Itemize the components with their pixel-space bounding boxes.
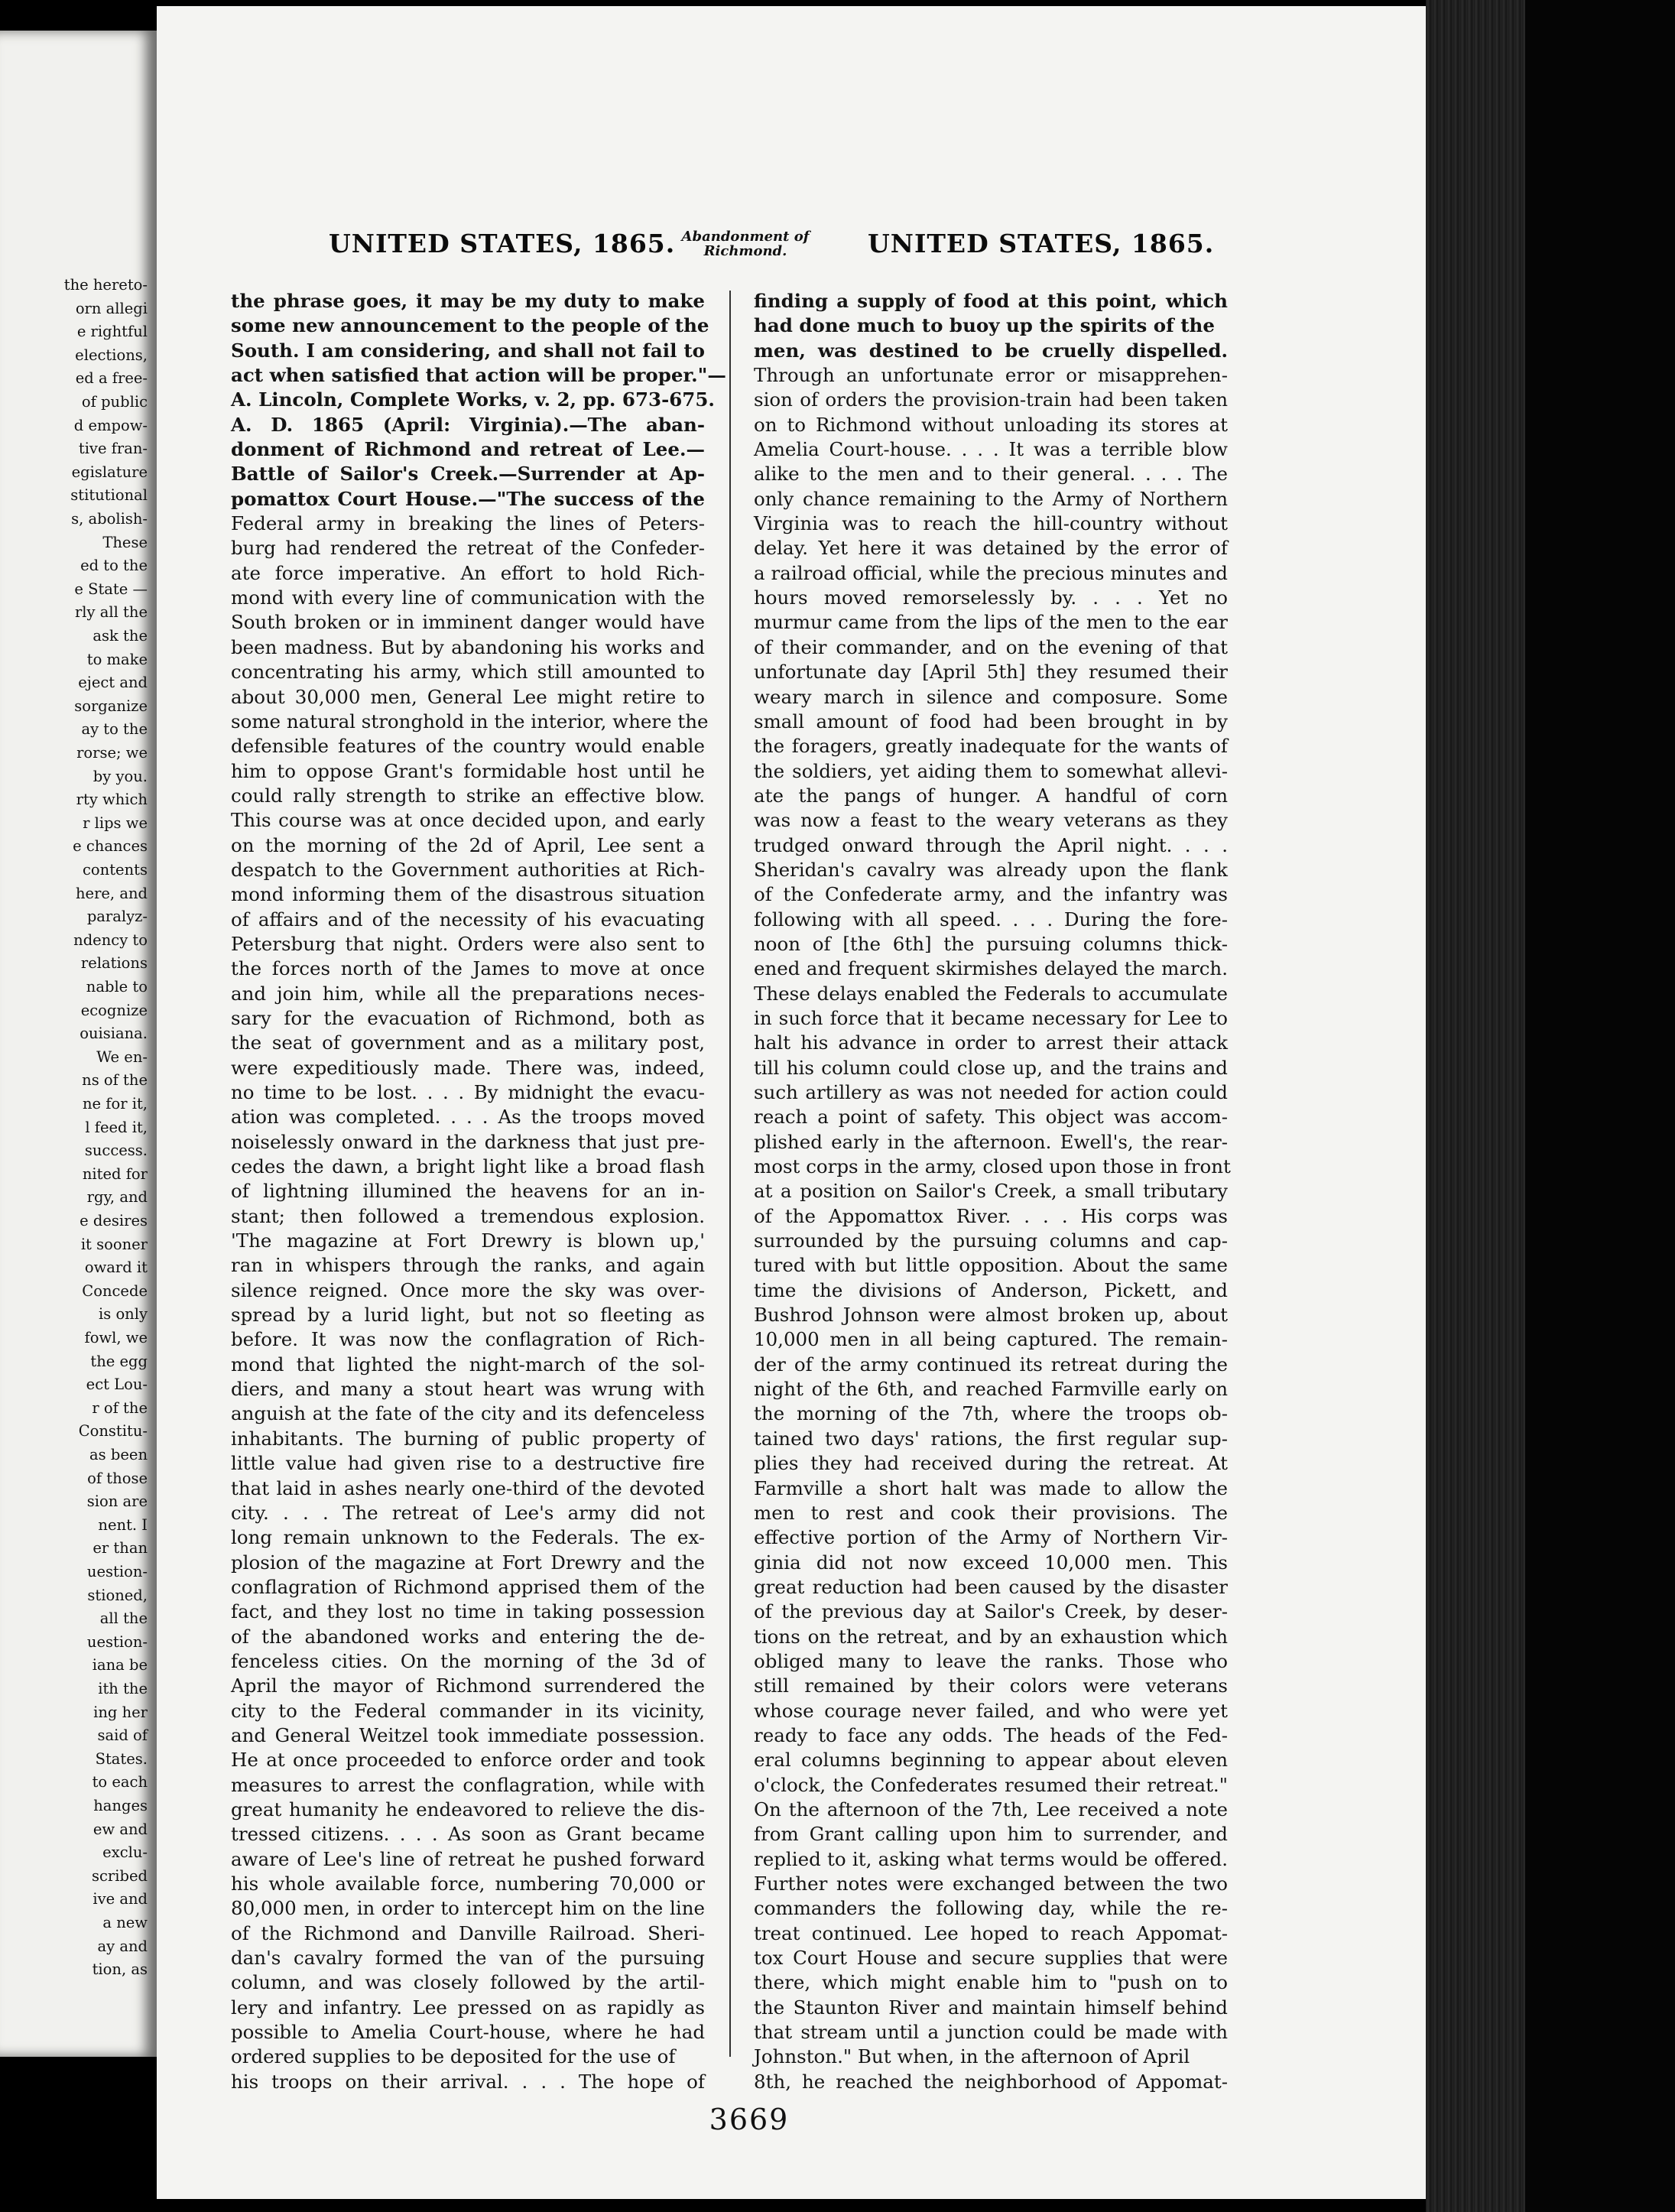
text-line: ened and frequent skirmishes delayed the march. bbox=[754, 957, 1228, 980]
facing-page-text-fragment: ect Lou- bbox=[86, 1376, 148, 1394]
text-line: there, which might enable him to "push on to bbox=[754, 1971, 1228, 1994]
text-line: conflagration of Richmond apprised them of the bbox=[231, 1575, 705, 1598]
text-line: effective portion of the Army of Northern Vir- bbox=[754, 1526, 1228, 1549]
text-line: Farmville a short halt was made to allow the bbox=[754, 1476, 1228, 1499]
text-line: city. . . . The retreat of Lee's army did not bbox=[231, 1501, 705, 1524]
text-line: alike to the men and to their general. . . . The bbox=[754, 463, 1228, 486]
facing-page-text-fragment: ay and bbox=[97, 1937, 148, 1955]
text-line: finding a supply of food at this point, which bbox=[754, 290, 1228, 312]
text-line: that stream until a junction could be made with bbox=[754, 2021, 1228, 2044]
text-line: eral columns beginning to appear about eleven bbox=[754, 1749, 1228, 1772]
text-line: Johnston." But when, in the afternoon of April bbox=[754, 2045, 1190, 2068]
text-line: him to oppose Grant's formidable host until he bbox=[231, 759, 705, 782]
text-line: tox Court House and secure supplies that were bbox=[754, 1947, 1228, 1970]
facing-page-text-fragment: said of bbox=[97, 1726, 148, 1745]
text-line: ordered supplies to be deposited for the use of bbox=[231, 2045, 676, 2068]
text-column-right bbox=[754, 289, 1231, 2094]
text-line: pomattox Court House.—"The success of the bbox=[231, 487, 705, 510]
text-line: the phrase goes, it may be my duty to make bbox=[231, 290, 705, 312]
facing-page-text-fragment: uestion- bbox=[86, 1563, 148, 1580]
facing-page-text-fragment: d empow- bbox=[73, 416, 148, 434]
facing-page-text-fragment: the hereto- bbox=[63, 276, 148, 294]
text-line: some new announcement to the people of the bbox=[231, 314, 709, 337]
facing-page-text-fragment: paralyz- bbox=[86, 908, 148, 926]
text-line: no time to be lost. . . . By midnight the evacu- bbox=[231, 1081, 705, 1103]
text-column-left bbox=[231, 289, 726, 2094]
text-line: of their commander, and on the evening of that bbox=[754, 635, 1228, 658]
facing-page-text-fragment: ouisiana. bbox=[80, 1025, 148, 1043]
running-head-topic bbox=[661, 229, 829, 258]
text-line: plies they had received during the retreat. At bbox=[754, 1452, 1228, 1475]
text-line: were expeditiously made. There was, indeed, bbox=[231, 1056, 705, 1079]
text-line: fact, and they lost no time in taking possession bbox=[231, 1600, 705, 1623]
text-line: Battle of Sailor's Creek.—Surrender at Ap- bbox=[231, 463, 705, 486]
facing-page-text-fragment: exclu- bbox=[102, 1843, 148, 1862]
text-line: fenceless cities. On the morning of the 3d of bbox=[231, 1649, 705, 1672]
text-line: of the Richmond and Danville Railroad. Sheri- bbox=[231, 1921, 705, 1944]
text-line: at a position on Sailor's Creek, a small tributary bbox=[754, 1180, 1228, 1203]
text-line: 'The magazine at Fort Drewry is blown up,' bbox=[231, 1229, 705, 1252]
column-divider bbox=[729, 291, 731, 2057]
text-line: April the mayor of Richmond surrendered the bbox=[231, 1674, 705, 1697]
facing-page-text-fragment: fowl, we bbox=[84, 1329, 148, 1346]
text-line: of the Appomattox River. . . . His corps was bbox=[754, 1204, 1228, 1227]
text-line: on the morning of the 2d of April, Lee sent a bbox=[231, 833, 705, 856]
text-line: diers, and many a stout heart was wrung with bbox=[231, 1378, 705, 1401]
text-line: cedes the dawn, a bright light like a broad flash bbox=[231, 1155, 705, 1178]
text-line: most corps in the army, closed upon those in front bbox=[754, 1155, 1231, 1178]
text-line: hours moved remorselessly by. . . . Yet no bbox=[754, 586, 1228, 609]
facing-page-text-fragment: Concede bbox=[82, 1281, 148, 1300]
text-line: was now a feast to the weary veterans as they bbox=[754, 809, 1228, 832]
text-line: of the abandoned works and entering the de- bbox=[231, 1625, 705, 1648]
text-line: Petersburg that night. Orders were also sent to bbox=[231, 932, 705, 955]
text-line: ready to face any odds. The heads of the Fed- bbox=[754, 1723, 1228, 1746]
facing-page-text-fragment: ndency to bbox=[73, 931, 148, 949]
facing-page-text-fragment: States. bbox=[95, 1749, 148, 1768]
text-line: defensible features of the country would enable bbox=[231, 735, 705, 758]
facing-page-text-fragment: contents bbox=[83, 861, 148, 879]
text-line: donment of Richmond and retreat of Lee.— bbox=[231, 438, 705, 461]
page-number: 3669 bbox=[709, 2103, 790, 2136]
facing-page-text-fragment: ew and bbox=[93, 1820, 148, 1838]
text-line: On the afternoon of the 7th, Lee received a note bbox=[754, 1798, 1228, 1821]
facing-page-text-fragment: of those bbox=[87, 1469, 148, 1487]
text-line: the forces north of the James to move at once bbox=[231, 957, 705, 980]
facing-page-text-fragment: rgy, and bbox=[86, 1188, 148, 1207]
facing-page-text-fragment: e desires bbox=[80, 1212, 148, 1229]
left-facing-page bbox=[0, 31, 157, 2057]
text-line: South. I am considering, and shall not fail to bbox=[231, 339, 705, 362]
facing-page-text-fragment: nable to bbox=[86, 978, 148, 996]
text-line: sion of orders the provision-train had been taken bbox=[754, 388, 1228, 411]
text-line: South broken or in imminent danger would have bbox=[231, 611, 705, 634]
text-line: tained two days' rations, the first regular sup- bbox=[754, 1427, 1228, 1450]
facing-page-text-fragment: uestion- bbox=[86, 1632, 148, 1651]
facing-page-text-fragment: ask the bbox=[93, 627, 148, 645]
text-line: burg had rendered the retreat of the Confeder- bbox=[231, 537, 705, 560]
text-line: on to Richmond without unloading its stores at bbox=[754, 413, 1228, 436]
text-line: trudged onward through the April night. . . . bbox=[754, 833, 1228, 856]
text-line: of the previous day at Sailor's Creek, by deser- bbox=[754, 1600, 1228, 1623]
text-line: Virginia was to reach the hill-country without bbox=[754, 512, 1228, 535]
text-line: a railroad official, while the precious minutes and bbox=[754, 561, 1228, 584]
facing-page-text-fragment: scribed bbox=[92, 1866, 148, 1885]
text-line: noiselessly onward in the darkness that just pre- bbox=[231, 1130, 705, 1153]
text-line: replied to it, asking what terms would be offered. bbox=[754, 1847, 1228, 1870]
topic-line-1: Abandonment of bbox=[681, 229, 810, 245]
text-line: A. Lincoln, Complete Works, v. 2, pp. 673-675. bbox=[231, 388, 715, 411]
text-line: in such force that it became necessary for Lee to bbox=[754, 1006, 1228, 1029]
text-line: column, and was closely followed by the artil- bbox=[231, 1971, 705, 1994]
facing-page-text-fragment: to make bbox=[86, 650, 148, 668]
text-line: spread by a lurid light, but not so fleeting as bbox=[231, 1304, 705, 1327]
text-line: commanders the following day, while the re- bbox=[754, 1897, 1228, 1920]
text-line: 80,000 men, in order to intercept him on the line bbox=[231, 1897, 705, 1920]
facing-page-text-fragment: ed a free- bbox=[75, 369, 148, 388]
facing-page-text-fragment: ne for it, bbox=[82, 1095, 148, 1112]
text-line: ate the pangs of hunger. A handful of corn bbox=[754, 784, 1228, 807]
book-page bbox=[157, 6, 1426, 2199]
facing-page-text-fragment: ith the bbox=[98, 1680, 148, 1697]
book-cover bbox=[1525, 0, 1675, 2212]
text-line: halt his advance in order to arrest their attack bbox=[754, 1031, 1228, 1054]
facing-page-text-fragment: sorganize bbox=[74, 697, 148, 715]
facing-page-text-fragment: sion are bbox=[86, 1493, 148, 1511]
text-line: about 30,000 men, General Lee might retire to bbox=[231, 685, 705, 708]
text-line: surrounded by the pursuing columns and cap- bbox=[754, 1229, 1228, 1252]
facing-page-text-fragment: ed to the bbox=[80, 557, 148, 575]
facing-page-text-fragment: here, and bbox=[75, 884, 148, 902]
text-line: the soldiers, yet aiding them to somewhat allevi- bbox=[754, 759, 1228, 782]
text-line: had done much to buoy up the spirits of the bbox=[754, 314, 1215, 337]
facing-page-text-fragment: ns of the bbox=[82, 1071, 148, 1090]
text-line: der of the army continued its retreat during the bbox=[754, 1353, 1228, 1376]
text-line: dan's cavalry formed the van of the pursuing bbox=[231, 1947, 705, 1970]
text-line: mond that lighted the night-march of the sol- bbox=[231, 1353, 705, 1376]
facing-page-text-fragment: We en- bbox=[96, 1048, 148, 1066]
running-head-right: UNITED STATES, 1865. bbox=[868, 229, 1215, 258]
facing-page-text-fragment: as been bbox=[89, 1446, 148, 1463]
text-line: stant; then followed a tremendous explosion. bbox=[231, 1204, 705, 1227]
facing-page-text-fragment: e chances bbox=[73, 837, 148, 856]
text-line: of lightning illumined the heavens for an in- bbox=[231, 1180, 705, 1203]
text-line: till his column could close up, and the trains and bbox=[754, 1056, 1228, 1079]
text-line: 10,000 men in all being captured. The remain- bbox=[754, 1328, 1228, 1351]
facing-page-text-fragment: oward it bbox=[84, 1259, 148, 1277]
text-line: long remain unknown to the Federals. The ex- bbox=[231, 1526, 705, 1549]
text-line: tions on the retreat, and by an exhaustion which bbox=[754, 1625, 1228, 1648]
facing-page-text-fragment: is only bbox=[99, 1305, 148, 1324]
facing-page-text-fragment: relations bbox=[80, 954, 148, 973]
text-line: men, was destined to be cruelly dispelled. bbox=[754, 339, 1228, 362]
text-line: mond informing them of the disastrous situation bbox=[231, 883, 705, 906]
facing-page-text-fragment: Constitu- bbox=[78, 1422, 148, 1441]
text-line: of affairs and of the necessity of his evacuating bbox=[231, 908, 705, 931]
text-line: ate force imperative. An effort to hold Rich- bbox=[231, 561, 705, 584]
text-line: unfortunate day [April 5th] they resumed their bbox=[754, 661, 1228, 684]
text-line: aware of Lee's line of retreat he pushed forward bbox=[231, 1847, 705, 1870]
facing-page-text-fragment: by you. bbox=[93, 767, 148, 785]
text-line: whose courage never failed, and who were yet bbox=[754, 1699, 1228, 1722]
text-line: A. D. 1865 (April: Virginia).—The aban- bbox=[231, 413, 705, 436]
text-line: ran in whispers through the ranks, and again bbox=[231, 1254, 705, 1277]
text-line: o'clock, the Confederates resumed their retreat." bbox=[754, 1773, 1228, 1796]
text-line: tressed citizens. . . . As soon as Grant became bbox=[231, 1823, 705, 1846]
text-line: the foragers, greatly inadequate for the wants of bbox=[754, 735, 1228, 758]
text-line: lery and infantry. Lee pressed on as rapidly as bbox=[231, 1996, 705, 2019]
text-line: measures to arrest the conflagration, while with bbox=[231, 1773, 705, 1796]
text-line: Through an unfortunate error or misapprehen- bbox=[754, 364, 1228, 387]
text-line: These delays enabled the Federals to accumulate bbox=[754, 982, 1228, 1005]
text-line: great reduction had been caused by the disaster bbox=[754, 1575, 1228, 1598]
text-line: reach a point of safety. This object was accom- bbox=[754, 1106, 1228, 1129]
text-line: some natural stronghold in the interior, where the bbox=[231, 710, 709, 732]
facing-page-text-fragment: er than bbox=[93, 1539, 148, 1557]
text-line: weary march in silence and composure. Some bbox=[754, 685, 1228, 708]
facing-page-text-fragment: orn allegi bbox=[75, 299, 148, 317]
topic-line-2: Richmond. bbox=[703, 243, 787, 259]
facing-page-text-fragment: ay to the bbox=[81, 720, 148, 739]
text-line: Federal army in breaking the lines of Peters- bbox=[231, 512, 705, 535]
facing-page-text-fragment: rty which bbox=[76, 791, 148, 809]
text-line: the morning of the 7th, where the troops ob- bbox=[754, 1402, 1228, 1425]
facing-page-text-fragment: rly all the bbox=[74, 603, 148, 622]
facing-page-text-fragment: l feed it, bbox=[85, 1118, 148, 1136]
text-line: Sheridan's cavalry was already upon the flank bbox=[754, 858, 1228, 881]
facing-page-text-fragment: r of the bbox=[92, 1398, 148, 1417]
text-line: time the divisions of Anderson, Pickett, and bbox=[754, 1278, 1228, 1301]
text-line: his troops on their arrival. . . . The hope of bbox=[231, 2070, 705, 2093]
text-line: following with all speed. . . . During the fore- bbox=[754, 908, 1228, 931]
text-line: anguish at the fate of the city and its defenceless bbox=[231, 1402, 705, 1425]
text-line: of the Confederate army, and the infantry was bbox=[754, 883, 1228, 906]
text-line: and join him, while all the preparations neces- bbox=[231, 982, 705, 1005]
facing-page-text-fragment: rorse; we bbox=[76, 744, 148, 762]
text-line: mond with every line of communication with the bbox=[231, 586, 705, 609]
text-line: despatch to the Government authorities at Rich- bbox=[231, 858, 705, 881]
running-head-left: UNITED STATES, 1865. bbox=[329, 229, 676, 258]
text-line: plosion of the magazine at Fort Drewry and the bbox=[231, 1551, 705, 1574]
facing-page-text-fragment: to each bbox=[92, 1773, 148, 1791]
facing-page-text-fragment: egislature bbox=[71, 463, 148, 481]
text-line: sary for the evacuation of Richmond, both as bbox=[231, 1006, 705, 1029]
facing-page-text-fragment: success. bbox=[84, 1142, 148, 1160]
facing-page-text-fragment: nited for bbox=[82, 1164, 148, 1183]
facing-page-text-fragment: a new bbox=[102, 1914, 148, 1931]
text-line: inhabitants. The burning of public property of bbox=[231, 1427, 705, 1450]
text-line: still remained by their colors were veterans bbox=[754, 1674, 1228, 1697]
text-line: could rally strength to strike an effective blow. bbox=[231, 784, 705, 807]
text-line: the Staunton River and maintain himself behind bbox=[754, 1996, 1228, 2019]
facing-page-text-fragment: elections, bbox=[75, 346, 148, 364]
text-line: concentrating his army, which still amounted to bbox=[231, 661, 705, 684]
facing-page-text-fragment: ing her bbox=[93, 1703, 148, 1721]
facing-page-text-fragment: hanges bbox=[93, 1797, 148, 1814]
text-line: He at once proceeded to enforce order and took bbox=[231, 1749, 705, 1772]
text-line: city to the Federal commander in its vicinity, bbox=[231, 1699, 705, 1722]
text-line: ation was completed. . . . As the troops moved bbox=[231, 1106, 705, 1129]
facing-page-text-fragment: the egg bbox=[90, 1352, 148, 1370]
text-line: tured with but little opposition. About the same bbox=[754, 1254, 1228, 1277]
text-line: small amount of food had been brought in by bbox=[754, 710, 1228, 732]
text-line: This course was at once decided upon, and early bbox=[231, 809, 705, 832]
facing-page-text-fragment: nent. I bbox=[98, 1515, 148, 1534]
book-block-edge bbox=[1426, 0, 1675, 2212]
text-line: delay. Yet here it was detained by the error of bbox=[754, 537, 1228, 560]
text-line: noon of [the 6th] the pursuing columns thick- bbox=[754, 932, 1228, 955]
text-line: his whole available force, numbering 70,000 or bbox=[231, 1873, 705, 1895]
facing-page-text-fragment: s, abolish- bbox=[71, 510, 148, 528]
text-line: night of the 6th, and reached Farmville early on bbox=[754, 1378, 1228, 1401]
text-line: murmur came from the lips of the men to the ear bbox=[754, 611, 1228, 634]
text-line: plished early in the afternoon. Ewell's, the rear- bbox=[754, 1130, 1228, 1153]
text-line: possible to Amelia Court-house, where he had bbox=[231, 2021, 705, 2044]
facing-page-text-fragment: stioned, bbox=[87, 1586, 148, 1604]
facing-page-text-fragment: of public bbox=[81, 393, 148, 411]
text-line: ginia did not now exceed 10,000 men. This bbox=[754, 1551, 1228, 1574]
text-line: obliged many to leave the ranks. Those who bbox=[754, 1649, 1228, 1672]
facing-page-text-fragment: These bbox=[102, 533, 148, 551]
text-line: treat continued. Lee hoped to reach Appomat- bbox=[754, 1921, 1228, 1944]
text-line: the seat of government and as a military post, bbox=[231, 1031, 705, 1054]
text-line: act when satisfied that action will be proper."— bbox=[231, 364, 726, 387]
text-line: been madness. But by abandoning his works and bbox=[231, 635, 705, 658]
text-line: such artillery as was not needed for action could bbox=[754, 1081, 1228, 1103]
facing-page-text-fragment: all the bbox=[99, 1609, 148, 1628]
text-line: from Grant calling upon him to surrender, and bbox=[754, 1823, 1228, 1846]
text-line: little value had given rise to a destructive fire bbox=[231, 1452, 705, 1475]
text-line: silence reigned. Once more the sky was over- bbox=[231, 1278, 705, 1301]
text-line: before. It was now the conflagration of Rich- bbox=[231, 1328, 705, 1351]
facing-page-text-fragment: eject and bbox=[78, 674, 148, 692]
facing-page-text-fragment: it sooner bbox=[80, 1235, 148, 1253]
text-line: great humanity he endeavored to relieve the dis- bbox=[231, 1798, 705, 1821]
text-line: and General Weitzel took immediate possession. bbox=[231, 1723, 705, 1746]
facing-page-text-fragment: iana be bbox=[92, 1656, 148, 1674]
text-line: Bushrod Johnson were almost broken up, about bbox=[754, 1304, 1228, 1327]
facing-page-text-fragment: ecognize bbox=[80, 1001, 148, 1019]
text-line: only chance remaining to the Army of Northern bbox=[754, 487, 1228, 510]
facing-page-text-fragment: tion, as bbox=[92, 1960, 148, 1979]
facing-page-text-fragment: ive and bbox=[93, 1890, 148, 1908]
text-line: Amelia Court-house. . . . It was a terrible blow bbox=[754, 438, 1228, 461]
facing-page-text-fragment: e rightful bbox=[76, 323, 148, 341]
text-line: 8th, he reached the neighborhood of Appomat- bbox=[754, 2070, 1228, 2093]
text-line: Further notes were exchanged between the two bbox=[754, 1873, 1228, 1895]
facing-page-text-fragment: stitutional bbox=[70, 486, 148, 505]
text-line: that laid in ashes nearly one-third of the devoted bbox=[231, 1476, 705, 1499]
facing-page-text-fragment: tive fran- bbox=[78, 440, 148, 458]
facing-page-text-fragment: r lips we bbox=[83, 814, 148, 832]
text-line: men to rest and cook their provisions. The bbox=[754, 1501, 1228, 1524]
facing-page-text-fragment: e State — bbox=[74, 580, 148, 598]
